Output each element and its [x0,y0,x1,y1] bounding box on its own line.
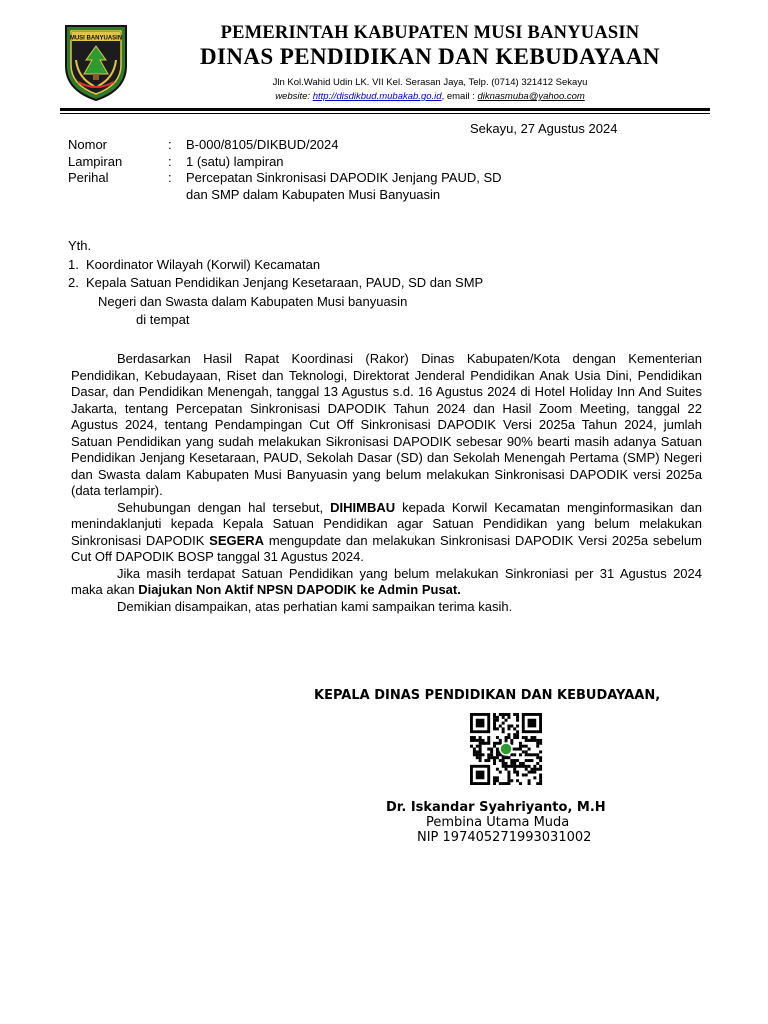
paragraph-1: Berdasarkan Hasil Rapat Koordinasi (Rakor) Dinas Kabupaten/Kota dengan Kementerian Pendidikan, Kebudayaan, Riset dan Teknologi, Direktorat Jenderal Pendidikan Anak Usia Dini, Pendidikan Dasar, dan Pendidikan Menengah, tanggal 13 Agustus s.d. 16 Agustus 2024 di Hotel Holiday Inn And Suites Jakarta, tentang Percepatan Sinkronisasi DAPODIK Tahun 2024 dan Hasil Zoom Meeting, tanggal 22 Agustus 2024, tentang Pendampingan Cut Off Sinkronisasi DAPODIK Versi 2025a Tahun 2024, jumlah Satuan Pendidikan yang sudah melakukan Sikronisasi DAPODIK sebesar 90% bearti masih adanya Satuan Pendidikan Jenjang Kesetaraan, PAUD, Sekolah Dasar (SD) dan Sekolah Menengah Pertama (SMP) Negeri dan Swasta dalam Kabupaten Musi Banyuasin yang belum melakukan Sinkronisasi DAPODIK versi 2025a (data terlampir). [71,351,702,498]
recipients [68,237,483,330]
signature-qr-code [462,713,550,785]
colon: : [168,137,172,152]
recipient-text: Koordinator Wilayah (Korwil) Kecamatan [86,256,321,272]
yth-salutation: Yth. [68,238,92,253]
paragraph-4: Demikian disampaikan, atas perhatian kami sampaikan terima kasih. [117,598,513,614]
text-run: Sehubungan dengan hal tersebut, [117,499,331,515]
agency-address: Jln Kol.Wahid Udin LK. VII Kel. Serasan Jaya, Telp. (0714) 321412 Sekayu [272,77,588,88]
qr-center-badge [500,743,512,755]
signatory-title: KEPALA DINAS PENDIDIKAN DAN KEBUDAYAAN, [314,688,661,703]
paragraph-2 [71,500,702,566]
recipient-number: 1. [68,256,79,272]
text-run: Jika masih terdapat Satuan Pendidikan yang belum melakukan Sinkroniasi per 31 Agustus 2024 maka akan [71,565,702,597]
letter-meta [68,137,506,203]
qr-finder-pattern [476,771,485,780]
qr-finder-pattern [476,719,485,728]
recipient-number: 2. [68,275,79,290]
recipient-item [68,256,483,275]
recipient-item [68,274,483,293]
lampiran-value: 1 (satu) lampiran [186,153,284,169]
emphasis-non-aktif: Diajukan Non Aktif NPSN DAPODIK ke Admin Pusat. [138,582,461,597]
nomor-label: Nomor [68,137,108,152]
perihal-row [68,170,506,203]
perihal-label: Perihal [68,170,109,185]
colon: : [168,153,172,169]
paragraph-3 [71,566,702,599]
signatory-rank: Pembina Utama Muda [426,815,570,830]
text-run: mengupdate dan melakukan Sinkronisasi DAPODIK Versi 2025a sebelum Cut Off DAPODIK BOSP tanggal 31 Agustus 2024. [71,532,702,564]
emblem-text: MUSI BANYUASIN [69,35,123,42]
letterhead-rule-thick [60,108,710,111]
lampiran-row [68,154,506,171]
nomor-value: B-000/8105/DIKBUD/2024 [186,137,339,152]
letterhead [140,22,720,104]
nomor-row [68,137,506,154]
emphasis-dihimbau: DIHIMBAU [330,499,396,515]
qr-finder-pattern [528,719,537,728]
regency-emblem-logo [60,20,132,102]
agency-name: DINAS PENDIDIKAN DAN KEBUDAYAAN [200,44,660,69]
recipient-text: Kepala Satuan Pendidikan Jenjang Kesetaraan, PAUD, SD dan SMP [86,275,484,290]
email-link[interactable]: diknasmuba@yahoo.com [477,91,585,102]
website-label: website: [275,91,313,102]
perihal-value: Percepatan Sinkronisasi DAPODIK Jenjang PAUD, SD dan SMP dalam Kabupaten Musi Banyuasin [186,170,502,202]
signatory-name: Dr. Iskandar Syahriyanto, M.H [386,800,606,815]
recipient-continuation: Negeri dan Swasta dalam Kabupaten Musi banyuasin [98,293,408,309]
government-name: PEMERINTAH KABUPATEN MUSI BANYUASIN [220,23,640,43]
emphasis-segera: SEGERA [209,532,265,548]
colon: : [168,170,172,185]
signatory-nip: NIP 197405271993031002 [417,830,592,845]
letter-body [71,351,702,615]
letterhead-rule-thin [60,113,710,114]
email-label: , email : [441,91,478,102]
website-link[interactable]: http://disdikbud.mubakab.go.id [312,91,442,102]
lampiran-label: Lampiran [68,153,123,169]
letter-date: Sekayu, 27 Agustus 2024 [470,121,618,136]
di-tempat: di tempat [136,312,190,327]
contact-line [140,90,720,104]
text-run: kepada Korwil Kecamatan menginformasikan dan menindaklanjuti kepada Kepala Satuan Pendidikan agar Satuan Pendidikan yang belum melakukan Sinkronisasi DAPODIK [71,499,702,548]
